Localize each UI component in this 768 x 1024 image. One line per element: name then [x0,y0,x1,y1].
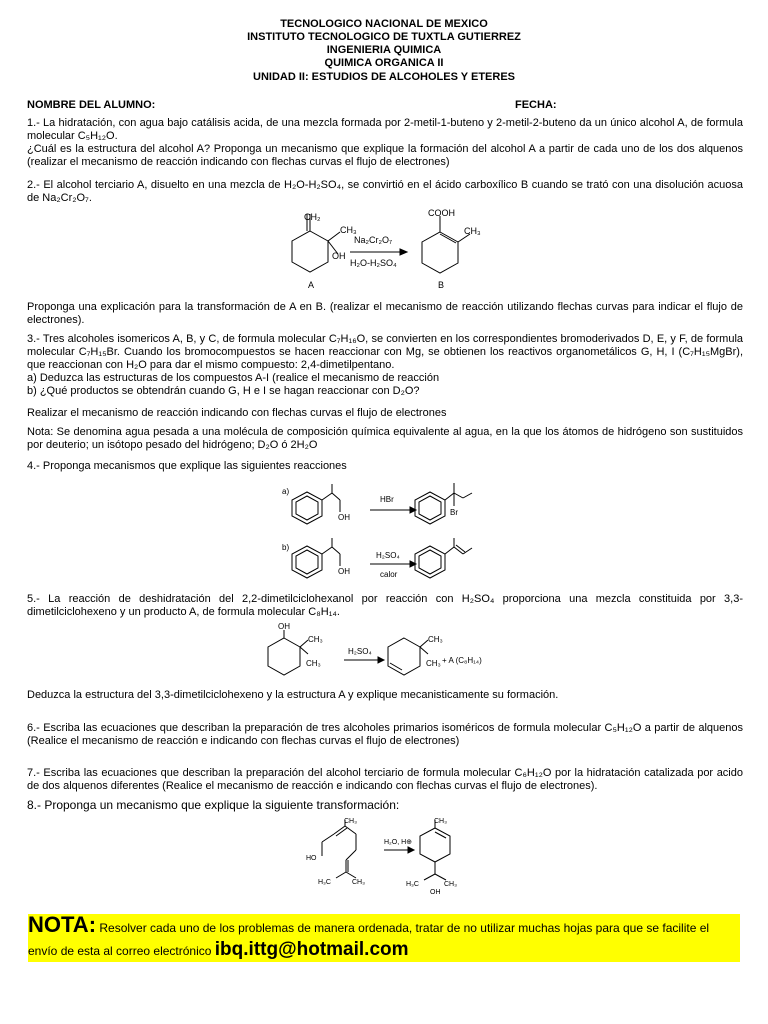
contact-email[interactable]: ibq.ittg@hotmail.com [214,939,409,960]
q8-product-ch3: CH₃ [434,818,447,825]
question-1-ask: ¿Cuál es la estructura del alcohol A? Proponga un mecanismo que explique la formación del alcohol A a partir de cada uno de los dos alquenos (realizar el mecanismo de reacción indicando con flechas curvas el flujo de electrones) [27,143,743,168]
question-2-text: 2.- El alcohol terciario A, disuelto en una mezcla de H₂O-H₂SO₄, se convirtió en el ácido carboxílico B cuando se trató con una disolución acuosa de Na₂Cr₂O₇. [27,179,743,204]
question-2-scheme [280,206,510,294]
question-2-after: Proponga una explicación para la transformación de A en B. (realizar el mecanismo de reacción utilizando flechas curvas para indicar el flujo de electrones). [27,301,743,326]
q8-reagent: H₂O, H⊕ [384,839,413,846]
ch3-label: CH₃ [340,225,357,235]
question-6-text: 6.- Escriba las ecuaciones que describan la preparación de tres alcoholes primarios isoméricos de formula molecular C₅H₁₂O a partir de alquenos (Realice el mecanismo de reacción e indicando con flechas curvas el flujo de electrones) [27,722,743,747]
question-3 [27,333,743,398]
header-line-1: TECNOLOGICO NACIONAL DE MEXICO [280,18,488,30]
question-3-a: a) Deduzca las estructuras de los compuestos A-I (realice el mecanismo de reacción [27,372,440,384]
q5-ch3-a: CH₃ [308,635,323,644]
question-4-scheme [282,478,502,586]
q8-ho: HO [306,855,317,862]
q5-ch3-d: CH₃ [426,659,441,668]
q8-ch3-r: CH₃ [352,879,365,886]
reaction-a-oh: OH [338,513,350,522]
q5-oh: OH [278,622,290,631]
q8-h3c: H₃C [318,879,331,886]
question-3-note: Nota: Se denomina agua pesada a una molécula de composición química equivalente al agua, en la que los átomos de hidrógeno son sustituidos por deuterio; un isótopo pesado del hidrógeno; D₂O ó 2H₂O [27,426,743,451]
question-3-text: 3.- Tres alcoholes isomericos A, B, y C, de formula molecular C₇H₁₆O, se convierten en los correspondientes bromoderivados D, E, y F, de formula molecular C₇H₁₅Br. Cuando los bromocompuestos se hacen reaccionar con Mg, se obtienen los reactivos organometálicos G, H, I (C₇H₁₅MgBr), que reaccionan con H₂O para dar el mismo compuesto: 2,4-dimetilpentano. [27,333,743,371]
q8-product-oh: OH [430,889,441,896]
reaction-b-reagent: H₂SO₄ [376,551,400,560]
ch2-label: CH₂ [304,212,321,222]
reaction-b-condition: calor [380,570,398,579]
q8-product-ch3-2: CH₃ [444,881,457,888]
q8-product-h3c: H₃C [406,881,419,888]
question-1 [27,117,743,169]
note-title: NOTA: [28,912,97,937]
question-3-b: b) ¿Qué productos se obtendrán cuando G, H e I se hagan reaccionar con D₂O? [27,385,420,397]
reaction-b-label: b) [282,543,290,552]
cooh-label: COOH [428,208,455,218]
header-line-3: INGENIERIA QUIMICA [326,44,442,56]
question-1-text: 1.- La hidratación, con agua bajo catálisis acida, de una mezcla formada por 2-metil-1-buteno y 2-metil-2-buteno da un único alcohol A, de formula molecular C₅H₁₂O. [27,117,743,142]
reaction-a-reagent: HBr [380,495,394,504]
question-3-mechanism: Realizar el mecanismo de reacción indicando con flechas curvas el flujo de electrones [27,407,447,419]
question-5-text: 5.- La reacción de deshidratación del 2,2-dimetilciclohexanol por reacción con H₂SO₄ proporciona una mezcla constituida por 3,3-dimetilciclohexeno y un producto A, de formula molecular C₈H₁₄. [27,593,743,618]
header-line-4: QUIMICA ORGANICA II [324,57,444,69]
ch3-b-label: CH₃ [464,226,481,236]
q5-ch3-b: CH₃ [306,659,321,668]
header-line-5: UNIDAD II: ESTUDIOS DE ALCOHOLES Y ETERES [253,71,515,83]
question-7-text: 7.- Escriba las ecuaciones que describan la preparación del alcohol terciario de formula molecular C₆H₁₂O por la hidratación catalizada por acido de dos alquenos diferentes (Realice el mecanismo de reacción e indicando con flechas curvas el flujo de electrones). [27,767,743,792]
reaction-b-oh: OH [338,567,350,576]
question-5-scheme [262,620,502,684]
note-box [28,914,740,962]
note-text: Resolver cada uno de los problemas de manera ordenada, tratar de no utilizar muchas hojas para que se facilite el envío de esta al correo electrónico [28,921,710,958]
ring-a [292,231,328,272]
reagent-bottom: H₂O-H₂SO₄ [350,258,397,268]
reagent-top: Na₂Cr₂O₇ [354,235,393,245]
q5-ch3-c: CH₃ [428,635,443,644]
reaction-a-label: a) [282,487,290,496]
date-label: FECHA: [515,99,557,111]
question-4-text: 4.- Proponga mecanismos que explique las siguientes reacciones [27,460,347,472]
header-line-2: INSTITUTO TECNOLOGICO DE TUXTLA GUTIERREZ [247,31,521,43]
q8-ch3-top: CH₃ [344,818,357,825]
label-b: B [438,280,445,290]
question-5-after: Deduzca la estructura del 3,3-dimetilciclohexeno y la estructura A y explique mecanisticamente su formación. [27,689,559,701]
q5-product: + A (C₈H₁₄) [442,656,482,665]
question-8-scheme [300,816,490,896]
oh-label: OH [332,251,346,261]
student-name-label: NOMBRE DEL ALUMNO: [27,99,156,111]
question-8-text: 8.- Proponga un mecanismo que explique la siguiente transformación: [27,798,400,812]
reaction-a-br: Br [450,508,458,517]
label-a: A [308,280,315,290]
q5-reagent: H₂SO₄ [348,647,372,656]
